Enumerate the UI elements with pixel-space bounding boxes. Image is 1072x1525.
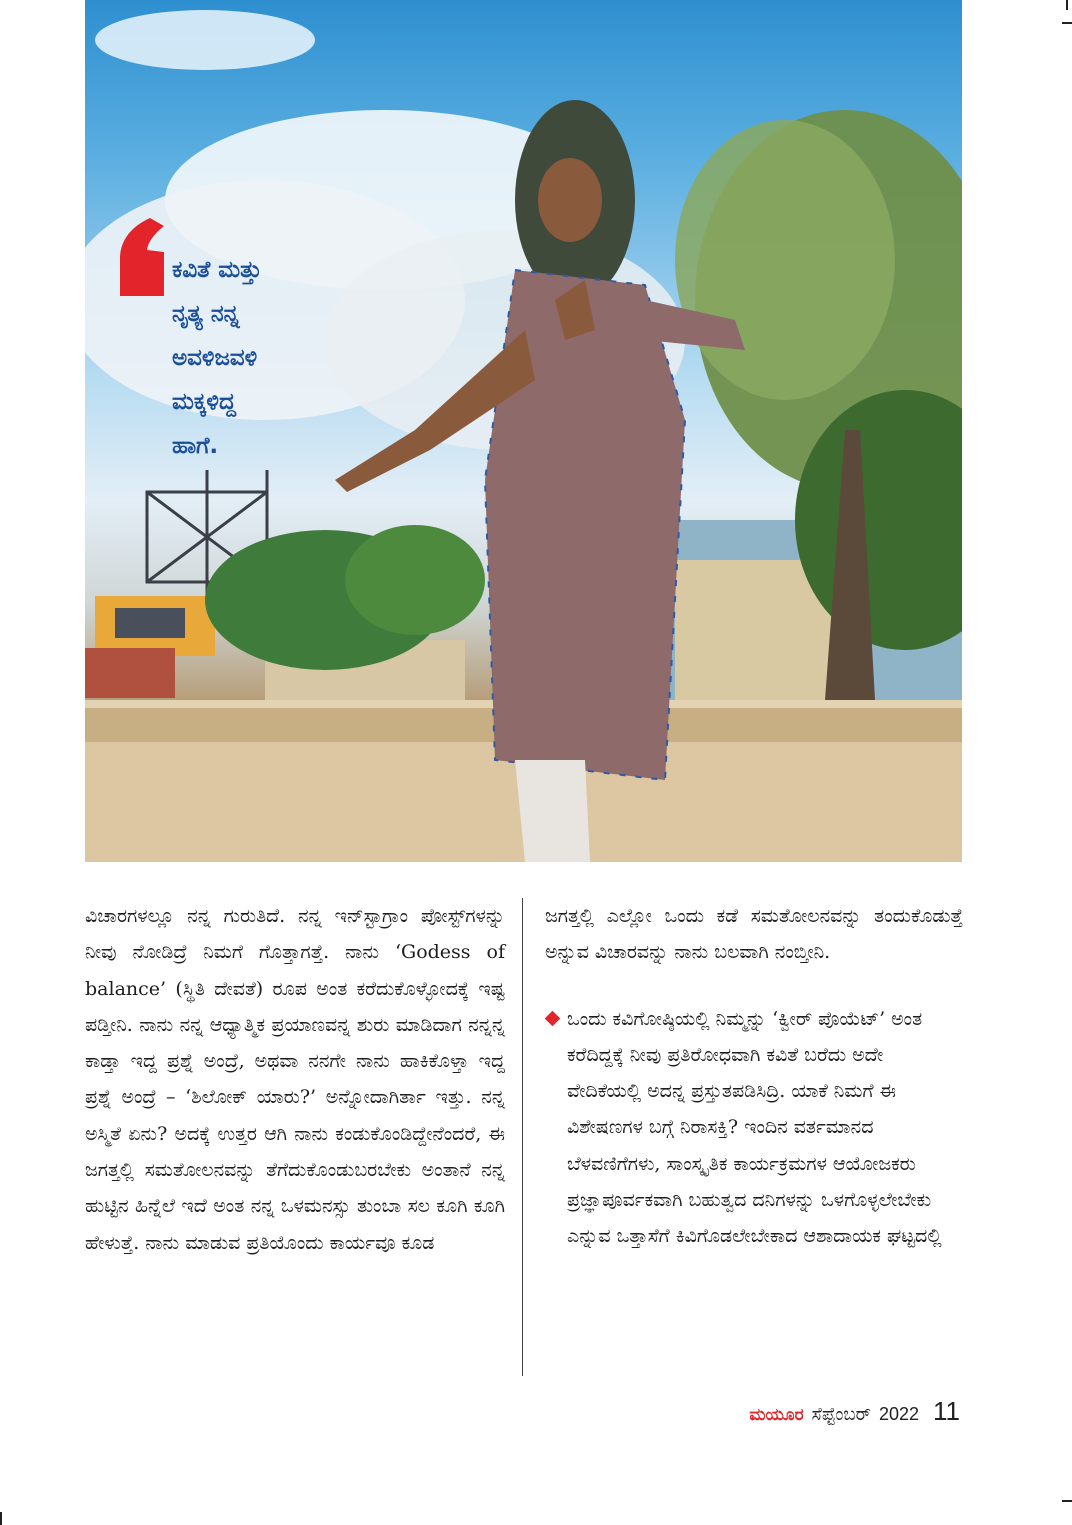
magazine-brand: ಮಯೂರ — [749, 1405, 804, 1425]
article-right-column — [545, 898, 963, 1255]
issue-month: ಸೆಪ್ಟೆಂಬರ್ — [811, 1404, 871, 1425]
article-left-column — [85, 898, 505, 1261]
quote-mark-icon — [120, 218, 166, 296]
column-divider — [522, 898, 523, 1376]
crop-mark — [1062, 1500, 1072, 1502]
hero-photo — [85, 0, 962, 862]
page-number: 11 — [933, 1396, 960, 1426]
issue-year: 2022 — [878, 1404, 919, 1424]
article-paragraph: ವಿಚಾರಗಳಲ್ಲೂ ನನ್ನ ಗುರುತಿದೆ. ನನ್ನ ಇನ್‌ಸ್ಟಾಗ್ರಾಂ ಪೋಸ್ಟ್‌ಗಳನ್ನು ನೀವು ನೋಡಿದ್ರೆ ನಿಮಗೆ ಗೊತ್ತಾಗತ್ತೆ. ನಾನು ‘Godess of balance’ (ಸ್ಥಿತಿ ದೇವತೆ) ರೂಪ ಅಂತ ಕರೆದುಕೊಳ್ಳೋದಕ್ಕೆ ಇಷ್ಟ ಪಡ್ತೀನಿ. ನಾನು ನನ್ನ ಆಧ್ಯಾತ್ಮಿಕ ಪ್ರಯಾಣವನ್ನ ಶುರು ಮಾಡಿದಾಗ ನನ್ನನ್ನ ಕಾಡ್ತಾ ಇದ್ದ ಪ್ರಶ್ನೆ ಅಂದ್ರೆ, ಅಥವಾ ನನಗೇ ನಾನು ಹಾಕಿಕೊಳ್ತಾ ಇದ್ದ ಪ್ರಶ್ನೆ ಅಂದ್ರೆ – ‘ಶಿಲೋಕ್ ಯಾರು?’ ಅನ್ನೋದಾಗಿರ್ತಾ ಇತ್ತು. ನನ್ನ ಅಸ್ಮಿತೆ ಏನು? ಅದಕ್ಕೆ ಉತ್ತರ ಆಗಿ ನಾನು ಕಂಡುಕೊಂಡಿದ್ದೇನೆಂದರೆ, ಈ ಜಗತ್ತಲ್ಲಿ ಸಮತೋಲನವನ್ನು ತೆಗೆದುಕೊಂಡುಬರಬೇಕು ಅಂತಾನೆ ನನ್ನ ಹುಟ್ಟಿನ ಹಿನ್ನೆಲೆ ಇದೆ ಅಂತ ನನ್ನ ಒಳಮನಸ್ಸು ತುಂಬಾ ಸಲ ಕೂಗಿ ಕೂಗಿ ಹೇಳುತ್ತೆ. ನಾನು ಮಾಡುವ ಪ್ರತಿಯೊಂದು ಕಾರ್ಯವೂ ಕೂಡ — [85, 905, 505, 1254]
diamond-bullet-icon — [545, 1010, 561, 1026]
question-text: ಒಂದು ಕವಿಗೋಷ್ಠಿಯಲ್ಲಿ ನಿಮ್ಮನ್ನು ‘ಕ್ವೀರ್ ಪೊಯೆಟ್’ ಅಂತ ಕರೆದಿದ್ದಕ್ಕೆ ನೀವು ಪ್ರತಿರೋಧವಾಗಿ ಕವಿತೆ ಬರೆದು ಅದೇ ವೇದಿಕೆಯಲ್ಲಿ ಅದನ್ನ ಪ್ರಸ್ತುತಪಡಿಸಿದ್ರಿ. ಯಾಕೆ ನಿಮಗೆ ಈ ವಿಶೇಷಣಗಳ ಬಗ್ಗೆ ನಿರಾಸಕ್ತಿ? ಇಂದಿನ ವರ್ತಮಾನದ ಬೆಳವಣಿಗೆಗಳು, ಸಾಂಸ್ಕೃತಿಕ ಕಾರ್ಯಕ್ರಮಗಳ ಆಯೋಜಕರು ಪ್ರಜ್ಞಾಪೂರ್ವಕವಾಗಿ ಬಹುತ್ವದ ದನಿಗಳನ್ನು ಒಳಗೊಳ್ಳಲೇಬೇಕು ಎನ್ನುವ ಒತ್ತಾಸೆಗೆ ಕಿವಿಗೊಡಲೇಬೇಕಾದ ಆಶಾದಾಯಕ ಘಟ್ಟದಲ್ಲಿ — [567, 1007, 942, 1248]
pull-quote-text: ಕವಿತೆ ಮತ್ತು ನೃತ್ಯ ನನ್ನ ಅವಳಿಜವಳಿ ಮಕ್ಕಳಿದ್ದ ಹಾಗೆ. — [172, 257, 262, 459]
crop-mark — [1062, 22, 1072, 24]
page-footer — [749, 1396, 960, 1426]
crop-mark — [0, 1512, 2, 1525]
interview-question — [545, 1001, 963, 1255]
crop-mark — [1066, 0, 1068, 10]
article-paragraph-continued: ಜಗತ್ತಲ್ಲಿ ಎಲ್ಲೋ ಒಂದು ಕಡೆ ಸಮತೋಲನವನ್ನು ತಂದುಕೊಡುತ್ತೆ ಅನ್ನುವ ವಿಚಾರವನ್ನು ನಾನು ಬಲವಾಗಿ ನಂಬ್ತೀನಿ. — [545, 905, 963, 964]
